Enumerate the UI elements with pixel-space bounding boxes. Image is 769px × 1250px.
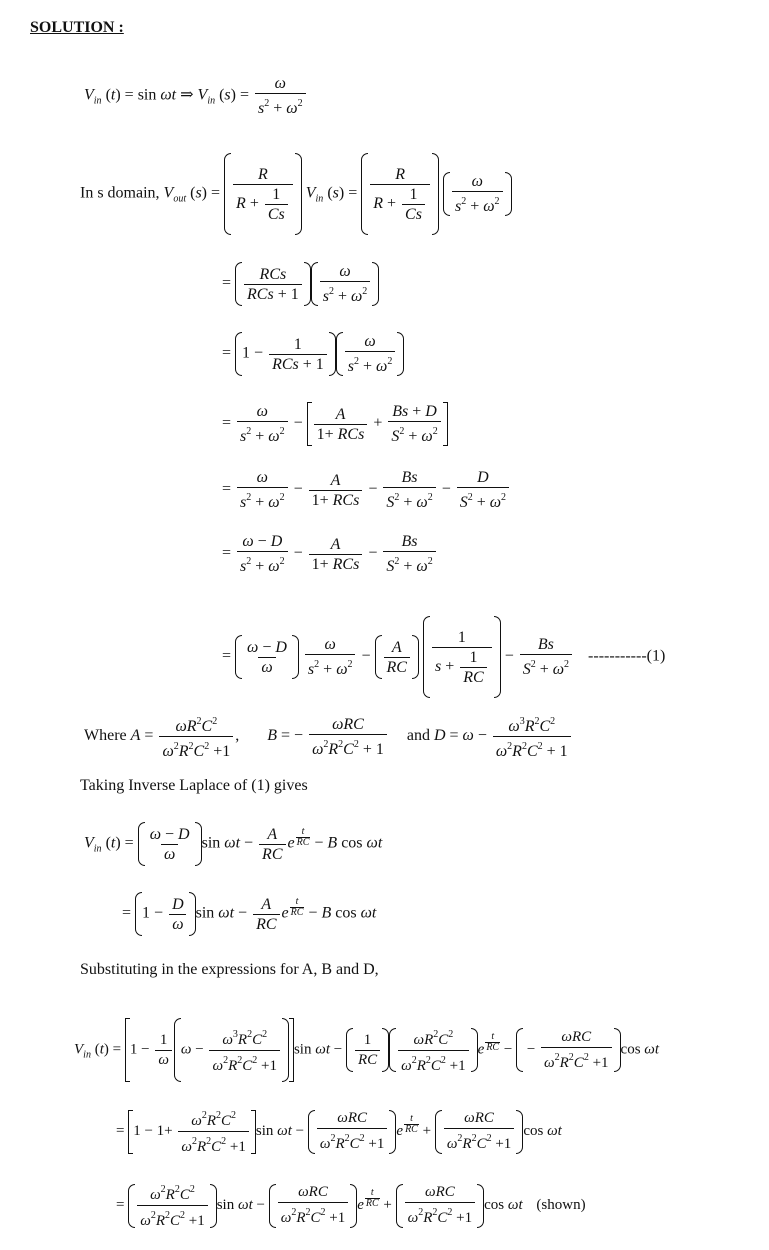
equation-time-domain-simplified: = 1 − $\frac{D}{\omega}$ sin ωt − $\frac{A}{RC}$ e $\frac{t}{RC}$ − B cos ωt	[122, 892, 376, 936]
equation-substituted-step: = 1 − 1+ $\frac{\omega^2R^2C^2}{\omega^2R^2C^2 +1}$ sin ωt − ωRC $\omega^2R^2C^2 +1$ e $\frac{t}{RC}$ + ωRC $\omega^2R^2C^2 +1$ cos ωt	[116, 1110, 562, 1155]
equation-number-label: -----------(1)	[588, 647, 666, 665]
equation-time-domain: $V_{in}$ (t) = $\frac{\omega - D}{\omega}$ sin ωt − $\frac{A}{RC}$ e $\frac{t}{RC}$ − B cos ωt	[84, 822, 382, 866]
prose-substituting: Substituting in the expressions for A, B and D,	[80, 961, 379, 978]
equation-input-signal: $V_{in}$ (t) = sin ωt ⇒ $V_{in}$ (s) = $\frac{\omega}{s^2 + \omega^2}$	[84, 74, 308, 118]
equation-step-combined: = $\frac{\omega - D}{s^2 + \omega^2}$ − A 1+ RCs − $\frac{Bs}{S^2 + \omega^2}$	[222, 532, 438, 576]
equation-one: = $\frac{\omega - D}{\omega}$ $\frac{\omega}{s^2 + \omega^2}$ − $\frac{A}{RC}$ 1 s + $\frac{1}{RC}$ − $\frac{Bs}{S^2 + \omega^2}$ -----------(1)	[222, 616, 665, 698]
equation-final-result: = $\frac{\omega^2R^2C^2}{\omega^2R^2C^2 +1}$ sin ωt − ωRC $\omega^2R^2C^2 +1$ e $\frac{t}{RC}$ + ωRC $\omega^2R^2C^2 +1$ cos ωt (shown)	[116, 1184, 586, 1229]
prose-taking-inverse: Taking Inverse Laplace of (1) gives	[80, 777, 308, 794]
solution-heading: SOLUTION :	[30, 19, 124, 36]
equation-step-expanded: = $\frac{\omega}{s^2 + \omega^2}$ − A 1+ RCs − $\frac{Bs}{S^2 + \omega^2}$ − $\frac{D}{S^2 + \omega^2}$	[222, 468, 511, 512]
equation-step-one-minus: = 1 − 1 RCs + 1 $\frac{\omega}{s^2 + \omega^2}$	[222, 332, 404, 376]
prose-in-s-domain: In s domain,	[80, 184, 160, 202]
equation-step-rcs: = RCs RCs + 1 $\frac{\omega}{s^2 + \omega^2}$	[222, 262, 379, 306]
equation-substituted: $V_{in}$ (t) = 1 − $\frac{1}{\omega}$ ω − $\frac{\omega^3R^2C^2}{\omega^2R^2C^2 +1}$ sin ωt − $\frac{1}{RC}$ $\frac{\omega R^2C^2}{\omega^2R^2C^2 +1}$ e $\frac{t}{RC}$ − − ωRC $\omega^2R^2C^2 +1$ cos ωt	[74, 1018, 659, 1082]
equation-constants: Where A = $\frac{\omega R^2C^2}{\omega^2R^2C^2 +1}$ , B = − ωRC $\omega^2R^2C^2 + 1$ and D = ω − $\frac{\omega^3R^2C^2}{\omega^2R^2C^2 + 1}$	[84, 712, 573, 761]
equation-step-partial: = $\frac{\omega}{s^2 + \omega^2}$ − A 1+ RCs + $\frac{Bs + D}{S^2 + \omega^2}$	[222, 402, 448, 446]
shown-label: (shown)	[536, 1196, 586, 1213]
prose-where: Where	[84, 727, 127, 745]
equation-s-domain: In s domain, $V_{out}$ (s) = R R + $\frac{1}{Cs}$ $V_{in}$ (s) = R R + $\frac{1}{Cs}$ $\frac{\omega}{s^2 + \omega^2}$	[80, 153, 512, 235]
prose-and: and	[406, 727, 430, 745]
